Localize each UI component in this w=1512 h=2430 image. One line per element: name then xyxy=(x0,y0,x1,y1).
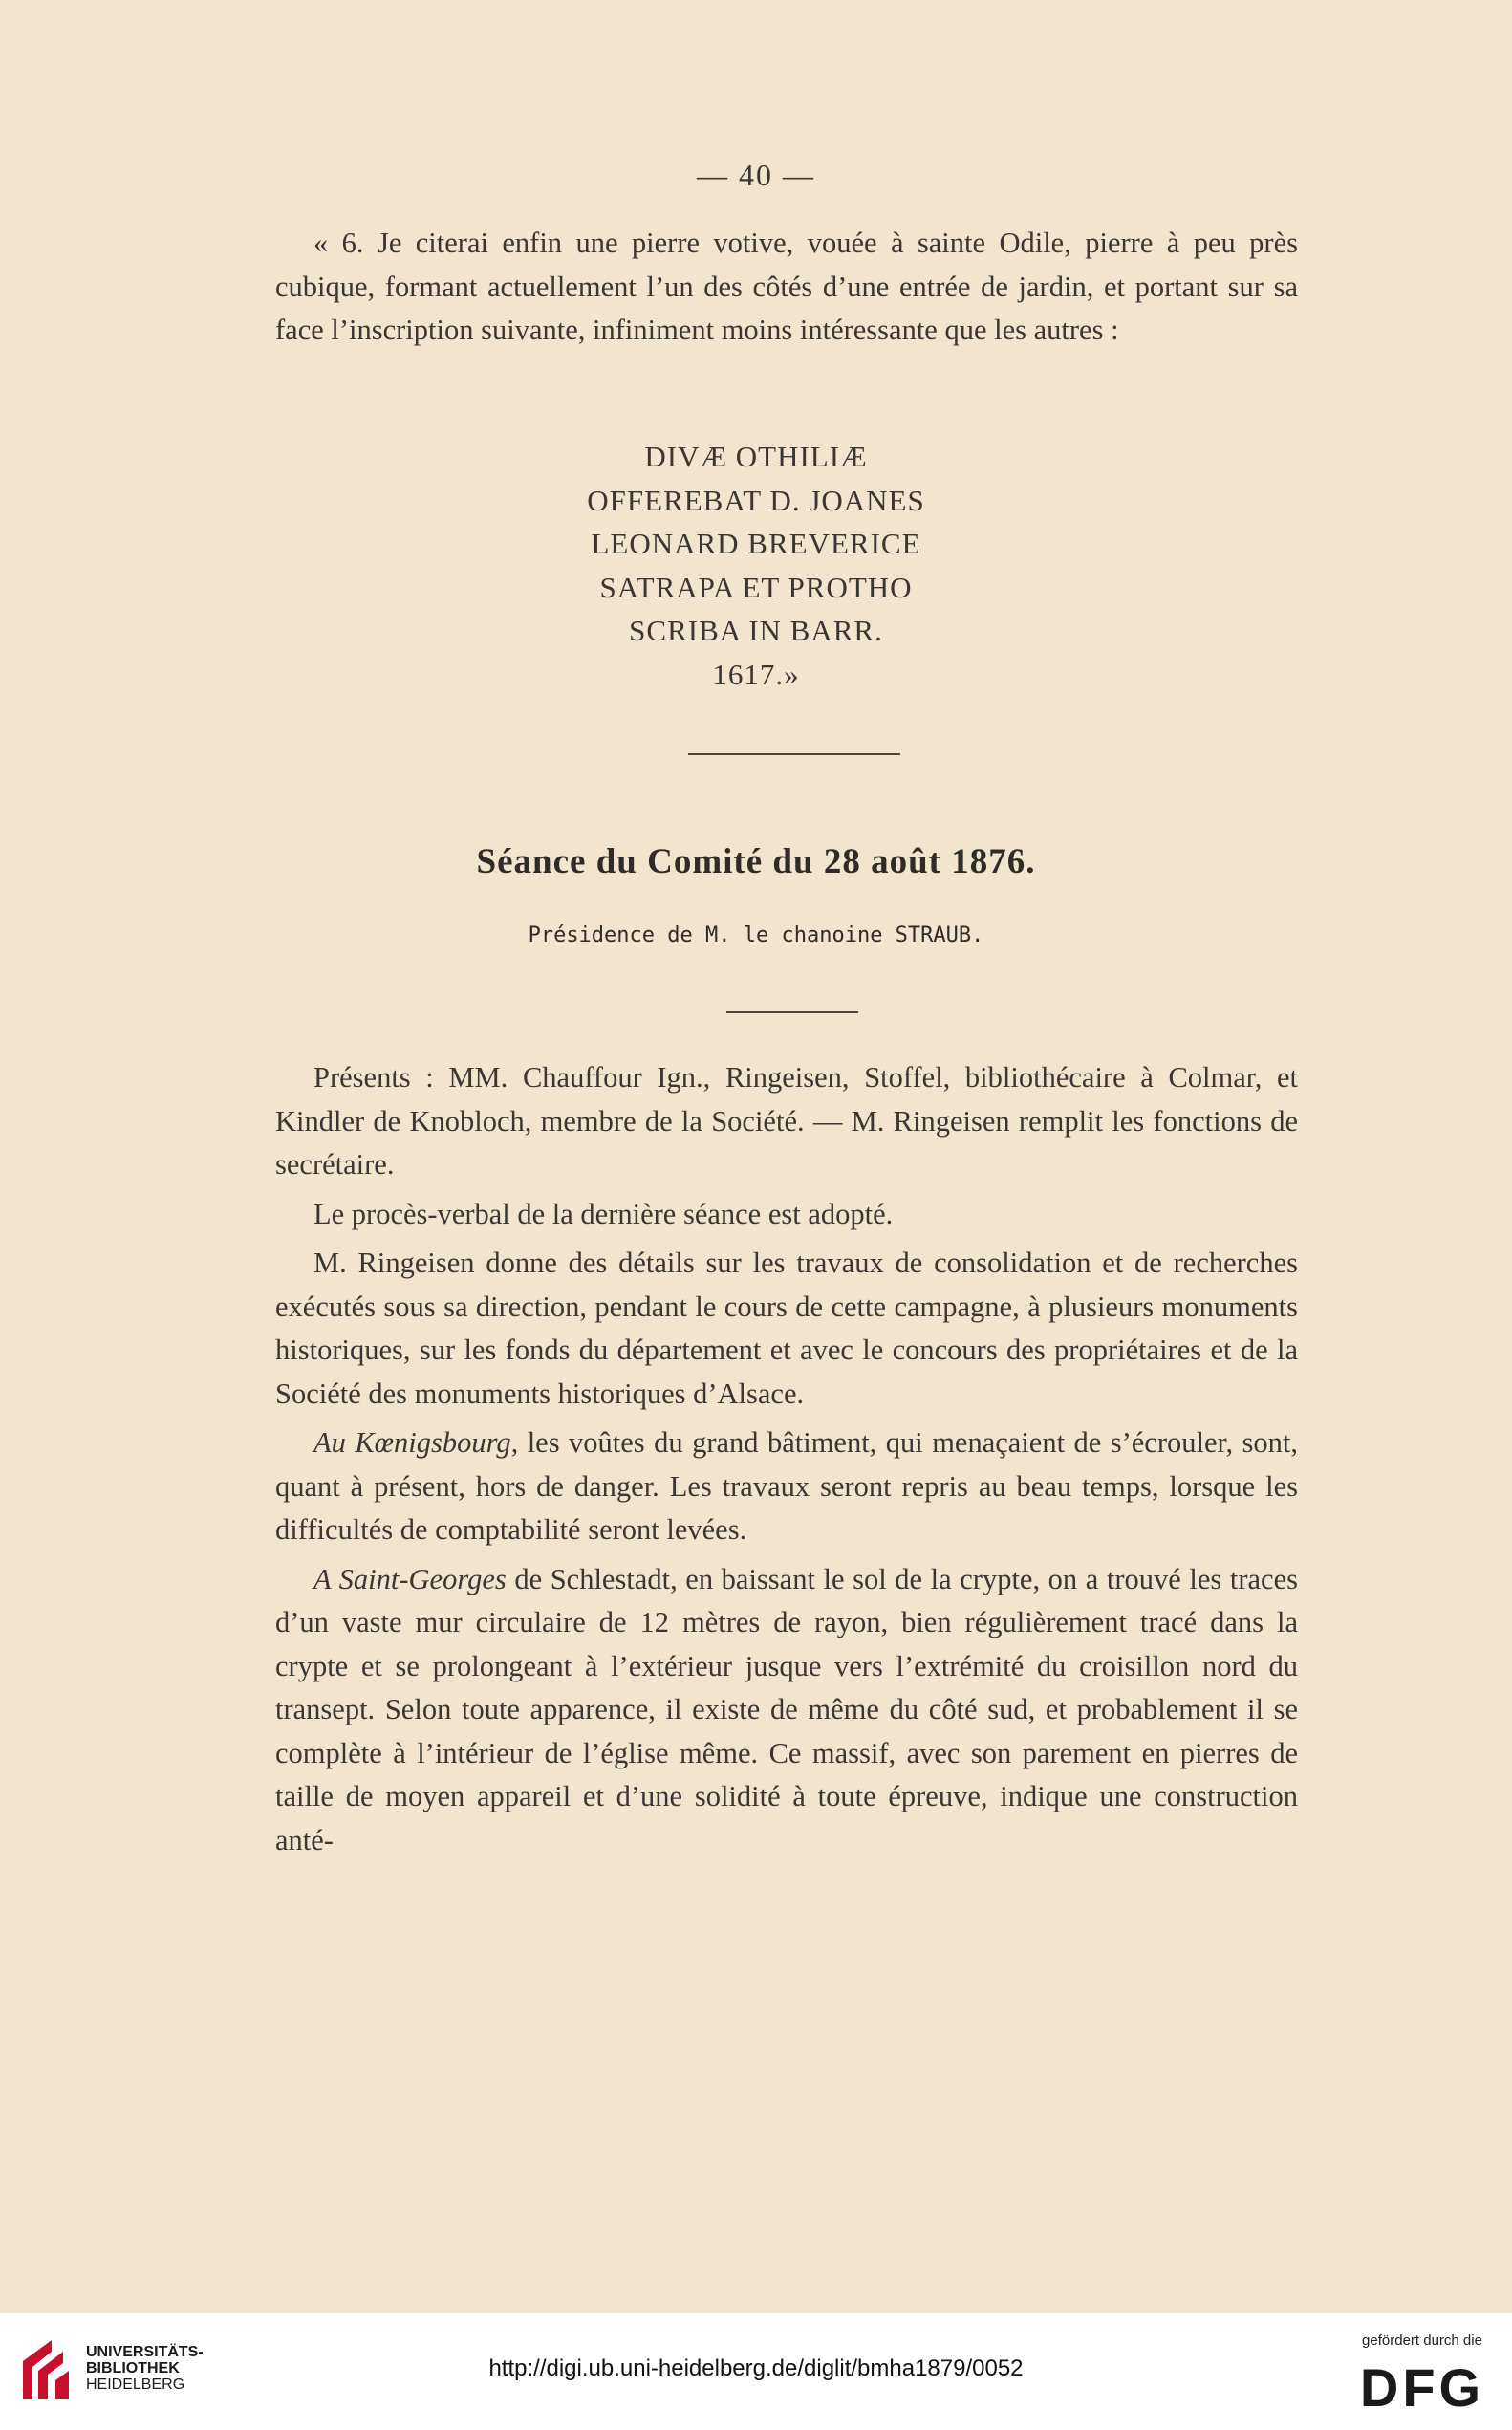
place-name: Au Kœnigsbourg, xyxy=(313,1426,519,1459)
place-name: A Saint-Georges xyxy=(313,1562,507,1595)
paragraph-text: les voûtes du grand bâtiment, qui menaçaient de s’écrouler, sont, quant à présent, hors de danger. Les travaux seront repris au beau temps, lorsque les difficultés de comptabilité seront levées. xyxy=(275,1426,1298,1546)
section-divider xyxy=(726,1011,858,1013)
dfg-logo: DFG xyxy=(1359,2357,1485,2418)
proces-verbal-paragraph: Le procès-verbal de la dernière séance est adopté. xyxy=(313,1197,894,1230)
library-name-line: UNIVERSITÄTS- xyxy=(86,2344,204,2360)
inscription-line: SATRAPA ET PROTHO xyxy=(599,570,913,604)
presidence-line: Présidence de M. le chanoine STRAUB. xyxy=(528,923,984,947)
section-divider xyxy=(688,753,900,755)
inscription xyxy=(0,435,1512,696)
ringeisen-paragraph: M. Ringeisen donne des détails sur les travaux de consolidation et de recherches exécutés sous sa direction, pendant le cours de cette campagne, à plusieurs monuments historiques, sur les fonds du département et avec le concours des propriétaires et de la Société des monuments historiques d’Alsace. xyxy=(275,1247,1298,1410)
session-title: Séance du Comité du 28 août 1876. xyxy=(476,842,1036,881)
inscription-line: SCRIBA IN BARR. xyxy=(629,614,883,647)
inscription-line: 1617.» xyxy=(712,657,800,691)
intro-text xyxy=(275,222,1298,353)
library-name-line: BIBLIOTHEK xyxy=(86,2360,180,2376)
page-number: — 40 — xyxy=(697,158,815,192)
koenigsbourg-paragraph xyxy=(275,1421,1298,1552)
intro-paragraph: « 6. Je citerai enfin une pierre votive, vouée à sainte Odile, pierre à peu près cubique, formant actuellement l’un des côtés d’une entrée de jardin, et portant sur sa face l’inscription suivante, infiniment moins intéressante que les autres : xyxy=(275,227,1298,346)
library-name-line: HEIDELBERG xyxy=(86,2376,185,2393)
inscription-line: LEONARD BREVERICE xyxy=(591,527,921,560)
funding-caption: gefördert durch die xyxy=(1362,2332,1482,2349)
inscription-line: OFFEREBAT D. JOANES xyxy=(587,483,925,517)
paragraph-text: de Schlestadt, en baissant le sol de la crypte, on a trouvé les traces d’un vaste mur circulaire de 12 mètres de rayon, bien régulièrement tracé dans la crypte et se prolongeant à l’extérieur jusque vers l’extrémité du croisillon nord du transept. Selon toute apparence, il existe de même du côté sud, et probablement il se complète à l’intérieur de l’église même. Ce massif, avec son parement en pierres de taille de moyen appareil et d’une solidité à toute épreuve, indique une construction anté- xyxy=(275,1562,1298,1856)
source-url-link[interactable]: http://digi.ub.uni-heidelberg.de/diglit/bmha1879/0052 xyxy=(488,2355,1024,2381)
minutes-text xyxy=(275,1056,1298,1862)
presents-paragraph: Présents : MM. Chauffour Ign., Ringeisen, Stoffel, bibliothécaire à Colmar, et Kindler de Knobloch, membre de la Société. — M. Ringeisen remplit les fonctions de secrétaire. xyxy=(275,1061,1298,1181)
inscription-line: DIVÆ OTHILIÆ xyxy=(644,440,868,473)
saint-georges-paragraph xyxy=(275,1558,1298,1863)
